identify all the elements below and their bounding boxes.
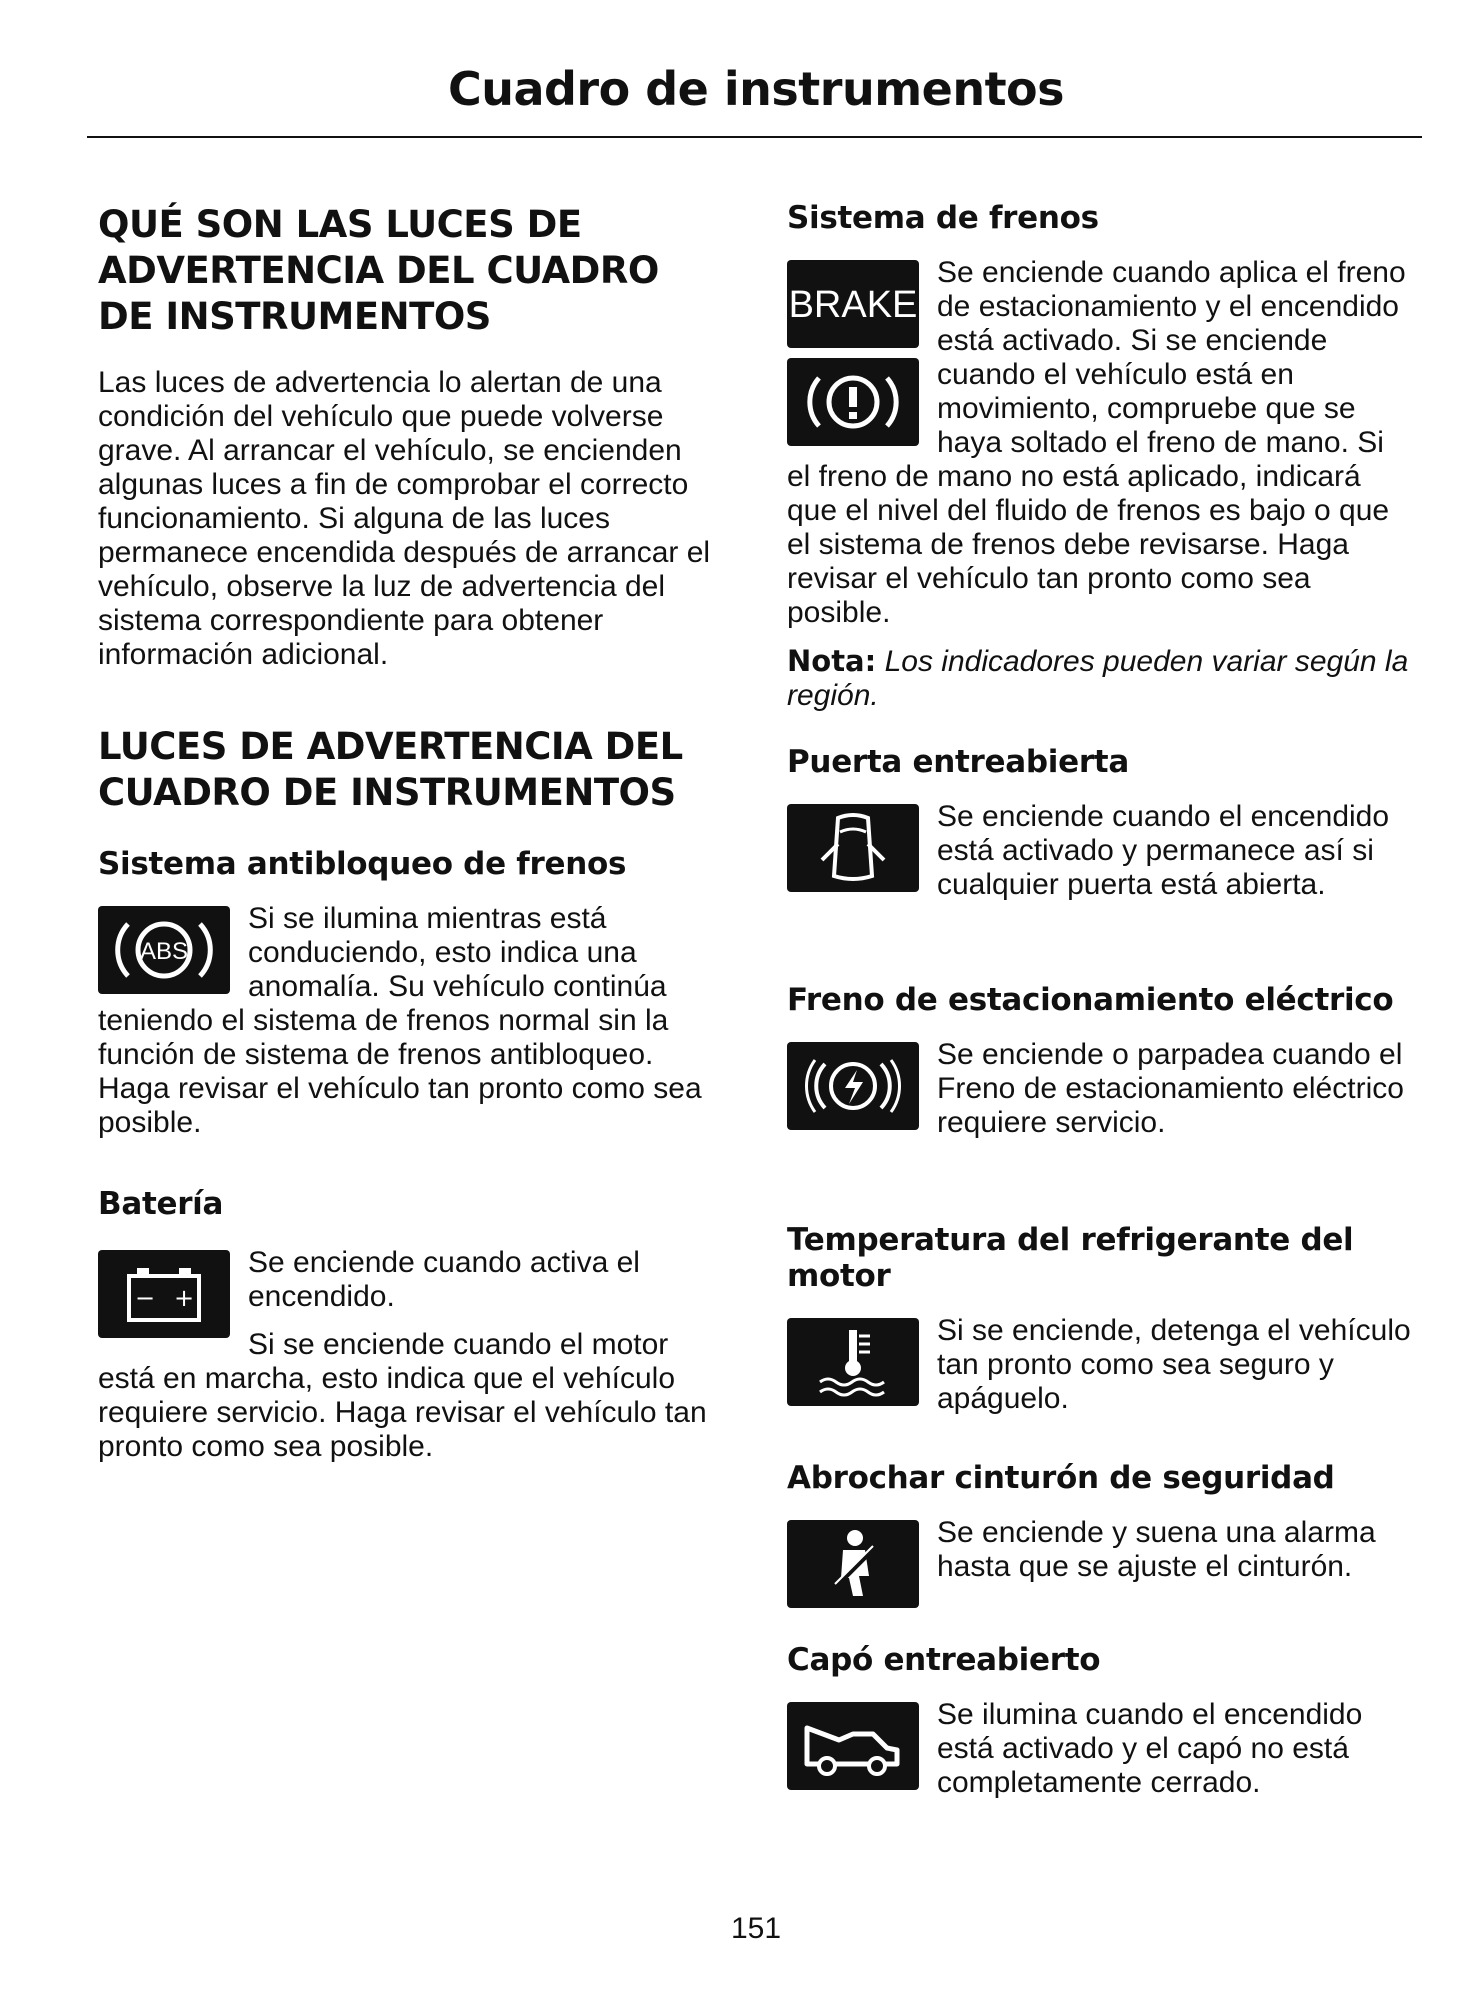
hood-description: Se ilumina cuando el encendido está activado y el capó no está completamente cerrado. (937, 1698, 1363, 1799)
abs-heading: Sistema antibloqueo de frenos (98, 846, 627, 882)
note-text: Los indicadores pueden variar según la región. (787, 645, 1409, 712)
door-description: Se enciende cuando el encendido está activado y permanece así si cualquier puerta está abierta. (937, 800, 1390, 901)
brake-text-icon (787, 260, 919, 348)
note-label: Nota: (787, 644, 877, 678)
epb-entry (787, 982, 1415, 1140)
battery-plus-symbol: + (173, 1284, 195, 1312)
battery-entry (98, 1186, 722, 1464)
hood-heading: Capó entreabierto (787, 1642, 1101, 1678)
brake-icon-label: BRAKE (788, 284, 918, 326)
title-rule (87, 136, 1422, 138)
abs-icon-label: ABS (139, 938, 189, 965)
seatbelt-icon (787, 1520, 919, 1608)
battery-minus-symbol: − (134, 1284, 156, 1312)
page-title: Cuadro de instrumentos (447, 62, 1065, 116)
brakes-entry (787, 200, 1415, 713)
hood-ajar-icon (787, 1702, 919, 1790)
brakes-heading: Sistema de frenos (787, 200, 1099, 236)
page-number: 151 (730, 1912, 782, 1945)
section-warning-lights (98, 724, 722, 816)
seatbelt-description: Se enciende y suena una alarma hasta que se ajuste el cinturón. (937, 1516, 1376, 1583)
brakes-note (787, 644, 1415, 713)
section-heading-what-are: QUÉ SON LAS LUCES DE ADVERTENCIA DEL CUADRO DE INSTRUMENTOS (98, 203, 659, 338)
abs-entry (98, 846, 722, 1140)
coolant-heading: Temperatura del refrigerante del motor (787, 1222, 1354, 1294)
seatbelt-entry (787, 1460, 1415, 1614)
abs-description: Si se ilumina mientras está conduciendo, esto indica una anomalía. Su vehículo continúa teniendo el sistema de frenos normal sin la función de sistema de frenos antibloqueo. Haga revisar el vehículo tan pronto como sea posible. (98, 902, 702, 1139)
brakes-icons (787, 260, 919, 446)
section-what-are-lights (98, 202, 722, 672)
battery-description-2: Si se enciende cuando el motor está en marcha, esto indica que el vehículo requiere servicio. Haga revisar el vehículo tan pronto como sea posible. (98, 1328, 707, 1463)
battery-icon (98, 1250, 230, 1338)
coolant-entry (787, 1222, 1415, 1416)
battery-heading: Batería (98, 1186, 224, 1222)
intro-paragraph: Las luces de advertencia lo alertan de una condición del vehículo que puede volverse grave. Al arrancar el vehículo, se encienden algunas luces a fin de comprobar el correcto funcionamiento. Si alguna de las luces permanece encendida después de arrancar el vehículo, observe la luz de advertencia del sistema correspondiente para obtener información adicional. (98, 366, 711, 671)
coolant-description: Si se enciende, detenga el vehículo tan pronto como sea seguro y apáguelo. (937, 1314, 1411, 1415)
section-heading-warning-lights: LUCES DE ADVERTENCIA DEL CUADRO DE INSTRUMENTOS (98, 725, 683, 814)
epb-description: Se enciende o parpadea cuando el Freno de estacionamiento eléctrico requiere servicio. (937, 1038, 1404, 1139)
brakes-description: Se enciende cuando aplica el freno de estacionamiento y el encendido está activado. Si se enciende cuando el vehículo está en movimiento, compruebe que se haya soltado el freno de mano. Si el freno de mano no está aplicado, indicará que el nivel del fluido de frenos es bajo o que el sistema de frenos debe revisarse. Haga revisar el vehículo tan pronto como sea posible. (787, 256, 1406, 629)
epb-heading: Freno de estacionamiento eléctrico (787, 982, 1394, 1018)
battery-description-1: Se enciende cuando activa el encendido. (248, 1246, 640, 1313)
hood-entry (787, 1642, 1415, 1800)
seatbelt-heading: Abrochar cinturón de seguridad (787, 1460, 1335, 1496)
abs-warning-icon (98, 906, 230, 994)
electric-parking-brake-icon (787, 1042, 919, 1130)
door-ajar-icon (787, 804, 919, 892)
door-entry (787, 744, 1415, 902)
coolant-temperature-icon (787, 1318, 919, 1406)
door-heading: Puerta entreabierta (787, 744, 1129, 780)
brake-warning-icon (787, 358, 919, 446)
